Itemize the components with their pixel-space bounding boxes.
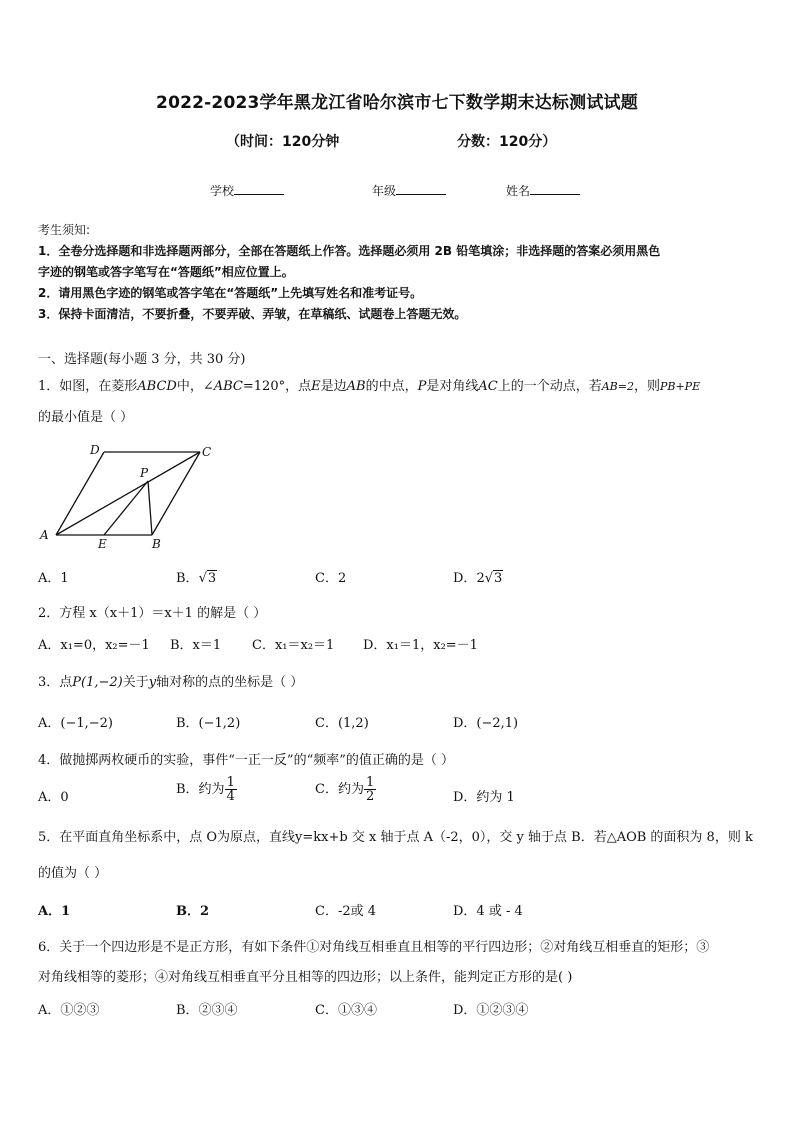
exam-score: 分数：120分） <box>457 134 557 150</box>
q4-option-d[interactable]: D．约为 1 <box>453 790 515 805</box>
q1-angle: ∠ABC <box>202 379 243 394</box>
q3-text: 轴对称的点的坐标是（ ） <box>156 675 304 690</box>
school-blank <box>234 183 284 195</box>
question-3-text <box>38 671 303 690</box>
q1-option-b-label: B． <box>176 571 199 586</box>
q2-option-b[interactable]: B．x＝1 <box>170 638 222 653</box>
label-a: A <box>40 528 49 542</box>
name-label: 姓名 <box>506 184 531 198</box>
q1-pbpe: PB+PE <box>659 380 701 393</box>
q3-option-b[interactable]: B．(−1,2) <box>176 716 241 731</box>
question-5-line-1: 5．在平面直角坐标系中，点 O为原点，直线y=kx+b 交 x 轴于点 A（-2，0），交 y 轴于点 B．若△AOB 的面积为 8，则 k <box>38 830 753 845</box>
notice-line-1b: 字迹的钢笔或答字笔写在“答题纸”相应位置上。 <box>38 265 294 279</box>
denominator: 2 <box>365 789 375 804</box>
q3-option-c[interactable]: C．(1,2) <box>315 716 369 731</box>
q5-option-c[interactable]: C．-2或 4 <box>315 904 377 919</box>
q1-e: E <box>311 379 321 394</box>
question-5-line-2: 的值为（ ） <box>38 866 108 881</box>
q1-ac: AC <box>478 379 498 394</box>
question-4-text: 4．做抛掷两枚硬币的实验，事件“一正一反”的“频率”的值正确的是（ ） <box>38 753 454 768</box>
q3-text: 3．点 <box>38 675 73 690</box>
grade-field <box>372 182 446 199</box>
q2-option-c[interactable]: C．x₁＝x₂＝1 <box>252 638 335 653</box>
denominator: 4 <box>226 789 235 804</box>
exam-time: （时间：120分钟 <box>226 134 340 150</box>
q1-text: 是对角线 <box>426 379 479 394</box>
q4-option-a[interactable]: A．0 <box>38 790 69 805</box>
label-b: B <box>152 537 161 551</box>
segment-pe <box>104 481 148 535</box>
question-1-line-2: 的最小值是（ ） <box>38 410 134 425</box>
q2-option-a[interactable]: A．x₁=0，x₂=－1 <box>38 638 150 653</box>
radicand: 3 <box>494 571 503 586</box>
rhombus-figure <box>36 440 226 552</box>
segment-pb <box>148 481 152 535</box>
notice-heading: 考生须知: <box>38 223 91 237</box>
label-p: P <box>140 466 149 480</box>
school-field <box>210 182 284 199</box>
q1-option-d-label: D． <box>453 571 477 586</box>
q4-option-c-label: C．约为 <box>315 782 364 797</box>
q6-option-d[interactable]: D．①②③④ <box>453 1003 529 1018</box>
label-e: E <box>98 537 107 551</box>
q1-text: =120°，点 <box>242 379 312 394</box>
grade-label: 年级 <box>372 184 397 198</box>
q4-option-b[interactable] <box>176 776 237 803</box>
exam-title: 2022-2023学年黑龙江省哈尔滨市七下数学期末达标测试试题 <box>156 93 638 113</box>
sqrt-icon: √3 <box>198 571 217 586</box>
coefficient: 2 <box>476 571 485 586</box>
notice-line-3: 3．保持卡面清洁，不要折叠，不要弄破、弄皱，在草稿纸、试题卷上答题无效。 <box>38 307 467 321</box>
q1-text: 1．如图，在菱形 <box>38 379 138 394</box>
q3-point: P(1,−2) <box>72 675 123 690</box>
side-bc <box>152 452 200 535</box>
q1-text: 中， <box>176 379 203 394</box>
notice-line-1a: 1．全卷分选择题和非选择题两部分，全部在答题纸上作答。选择题必须用 2B 铅笔填涂；非选择题的答案必须用黑色 <box>38 244 661 258</box>
q4-option-b-label: B．约为 <box>176 782 225 797</box>
q6-option-c[interactable]: C．①③④ <box>315 1003 377 1018</box>
sqrt-icon: √3 <box>484 571 503 586</box>
q2-option-d[interactable]: D．x₁＝1，x₂=－1 <box>363 638 478 653</box>
q3-y: y <box>148 675 157 690</box>
q1-text: ，则 <box>633 379 660 394</box>
q1-text: 是边 <box>320 379 347 394</box>
q5-option-b[interactable]: B．2 <box>176 904 210 919</box>
q6-option-b[interactable]: B．②③④ <box>176 1003 238 1018</box>
name-field <box>506 182 580 199</box>
q1-text: 上的一个动点，若 <box>497 379 602 394</box>
q3-option-d[interactable]: D．(−2,1) <box>453 716 519 731</box>
q4-option-c[interactable] <box>315 776 376 803</box>
grade-blank <box>396 183 446 195</box>
label-d: D <box>90 443 100 457</box>
notice-line-2: 2．请用黑色字迹的钢笔或答字笔在“答题纸”上先填写姓名和准考证号。 <box>38 286 423 300</box>
numerator: 1 <box>226 775 235 790</box>
q1-text: 的中点， <box>365 379 418 394</box>
q5-option-a[interactable]: A．1 <box>38 904 71 919</box>
q1-option-b[interactable] <box>176 567 217 586</box>
section-heading: 一、选择题(每小题 3 分，共 30 分) <box>38 352 246 367</box>
school-label: 学校 <box>210 184 235 198</box>
diagonal-ac <box>56 452 200 535</box>
fraction <box>225 776 237 803</box>
q3-text: 关于 <box>122 675 149 690</box>
q5-option-d[interactable]: D．4 或 - 4 <box>453 904 523 919</box>
q1-option-c[interactable]: C．2 <box>315 571 347 586</box>
q6-option-a[interactable]: A．①②③ <box>38 1003 100 1018</box>
question-2-text: 2．方程 x（x＋1）＝x＋1 的解是（ ） <box>38 606 267 621</box>
q3-option-a[interactable]: A．(−1,−2) <box>38 716 113 731</box>
q1-option-a[interactable]: A．1 <box>38 571 69 586</box>
radicand: 3 <box>207 571 217 586</box>
numerator: 1 <box>365 775 375 790</box>
question-6-line-2: 对角线相等的菱形；④对角线互相垂直平分且相等的四边形；以上条件，能判定正方形的是( ) <box>38 970 573 985</box>
q1-abcd: ABCD <box>137 379 177 394</box>
label-c: C <box>202 445 212 459</box>
q1-ab: AB <box>346 379 366 394</box>
question-1-line-1 <box>38 375 700 394</box>
side-da <box>56 452 104 535</box>
fraction <box>364 776 376 803</box>
name-blank <box>530 183 580 195</box>
question-6-line-1: 6．关于一个四边形是不是正方形，有如下条件①对角线互相垂直且相等的平行四边形；②对角线互相垂直的矩形；③ <box>38 940 710 955</box>
q1-option-d[interactable] <box>453 567 503 586</box>
notice-block <box>38 220 660 325</box>
q1-p: P <box>417 379 427 394</box>
q1-ab-eq: AB=2 <box>601 380 634 393</box>
